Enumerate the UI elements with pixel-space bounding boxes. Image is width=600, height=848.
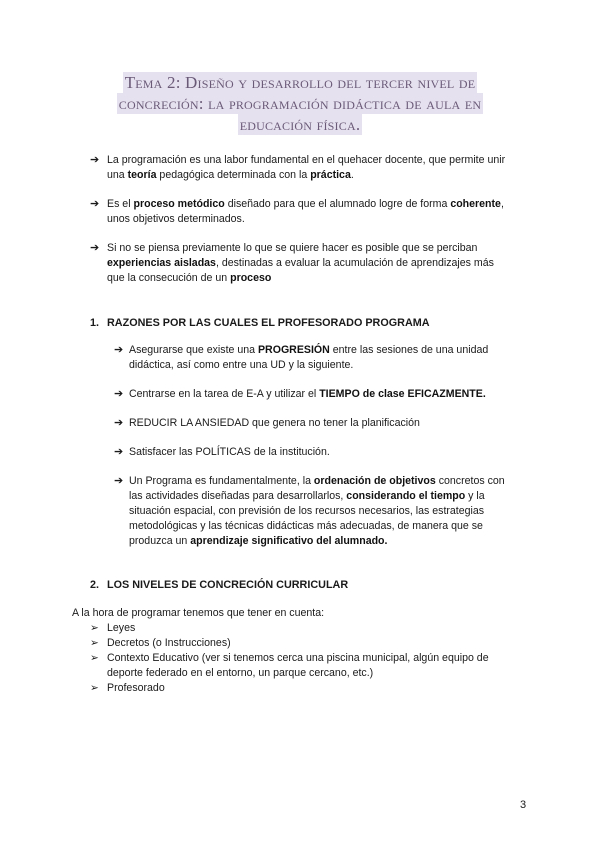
arrow-bullet-icon: ➔ bbox=[114, 417, 124, 429]
page-title bbox=[60, 72, 540, 135]
consider-item-2: Decretos (o Instrucciones) bbox=[107, 637, 231, 649]
page-number: 3 bbox=[520, 799, 527, 811]
reason-item-3: REDUCIR LA ANSIEDAD que genera no tener la planificación bbox=[129, 417, 420, 429]
reason-item-2: Centrarse en la tarea de E-A y utilizar el TIEMPO de clase EFICAZMENTE. bbox=[129, 388, 486, 400]
section-2-lead: A la hora de programar tenemos que tener en cuenta: bbox=[72, 607, 325, 619]
title-line-1: Tema 2: Diseño y desarrollo del tercer nivel de bbox=[124, 73, 476, 92]
arrow-bullet-icon: ➔ bbox=[114, 388, 124, 400]
triangle-bullet-icon: ➢ bbox=[90, 637, 99, 649]
arrow-bullet-icon: ➔ bbox=[90, 198, 100, 210]
section-1-number: 1. bbox=[90, 317, 100, 329]
title-line-2: concreción: la programación didáctica de aula en bbox=[118, 94, 482, 113]
arrow-bullet-icon: ➔ bbox=[114, 344, 124, 356]
reason-item-4: Satisfacer las POLÍTICAS de la institución. bbox=[129, 446, 330, 458]
arrow-bullet-icon: ➔ bbox=[90, 242, 100, 254]
section-1-heading: RAZONES POR LAS CUALES EL PROFESORADO PROGRAMA bbox=[107, 317, 430, 329]
triangle-bullet-icon: ➢ bbox=[90, 622, 99, 634]
consider-item-1: Leyes bbox=[107, 622, 136, 634]
arrow-bullet-icon: ➔ bbox=[114, 475, 124, 487]
arrow-bullet-icon: ➔ bbox=[114, 446, 124, 458]
section-2-number: 2. bbox=[90, 579, 100, 591]
triangle-bullet-icon: ➢ bbox=[90, 652, 99, 664]
arrow-bullet-icon: ➔ bbox=[90, 154, 100, 166]
triangle-bullet-icon: ➢ bbox=[90, 682, 99, 694]
intro-paragraph-2: Es el proceso metódico diseñado para que el alumnado logre de forma coherente, unos objetivos determinados. bbox=[107, 198, 504, 225]
consider-item-4: Profesorado bbox=[107, 682, 165, 694]
intro-paragraph-3: Si no se piensa previamente lo que se quiere hacer es posible que se perciban experiencias aisladas, destinadas a evaluar la acumulación de aprendizajes más que la consecución de un proceso bbox=[107, 242, 494, 284]
title-line-3: educación física. bbox=[239, 115, 361, 134]
section-2-heading: LOS NIVELES DE CONCRECIÓN CURRICULAR bbox=[107, 579, 349, 591]
intro-paragraph-1: La programación es una labor fundamental en el quehacer docente, que permite unir una teoría pedagógica determinada con la práctica. bbox=[107, 154, 506, 181]
reason-item-1: Asegurarse que existe una PROGRESIÓN entre las sesiones de una unidad didáctica, así como entre una UD y la siguiente. bbox=[129, 344, 489, 371]
reason-item-5: Un Programa es fundamentalmente, la ordenación de objetivos concretos con las actividades diseñadas para desarrollarlos, considerando el tiempo y la situación espacial, con previsión de los recursos necesarios, las estrategias metodológicas y las técnicas didácticas más adecuadas, de manera que se produzca un aprendizaje significativo del alumnado. bbox=[129, 475, 505, 547]
consider-item-3: Contexto Educativo (ver si tenemos cerca una piscina municipal, algún equipo de deporte federado en el entorno, un parque cercano, etc.) bbox=[107, 652, 489, 679]
